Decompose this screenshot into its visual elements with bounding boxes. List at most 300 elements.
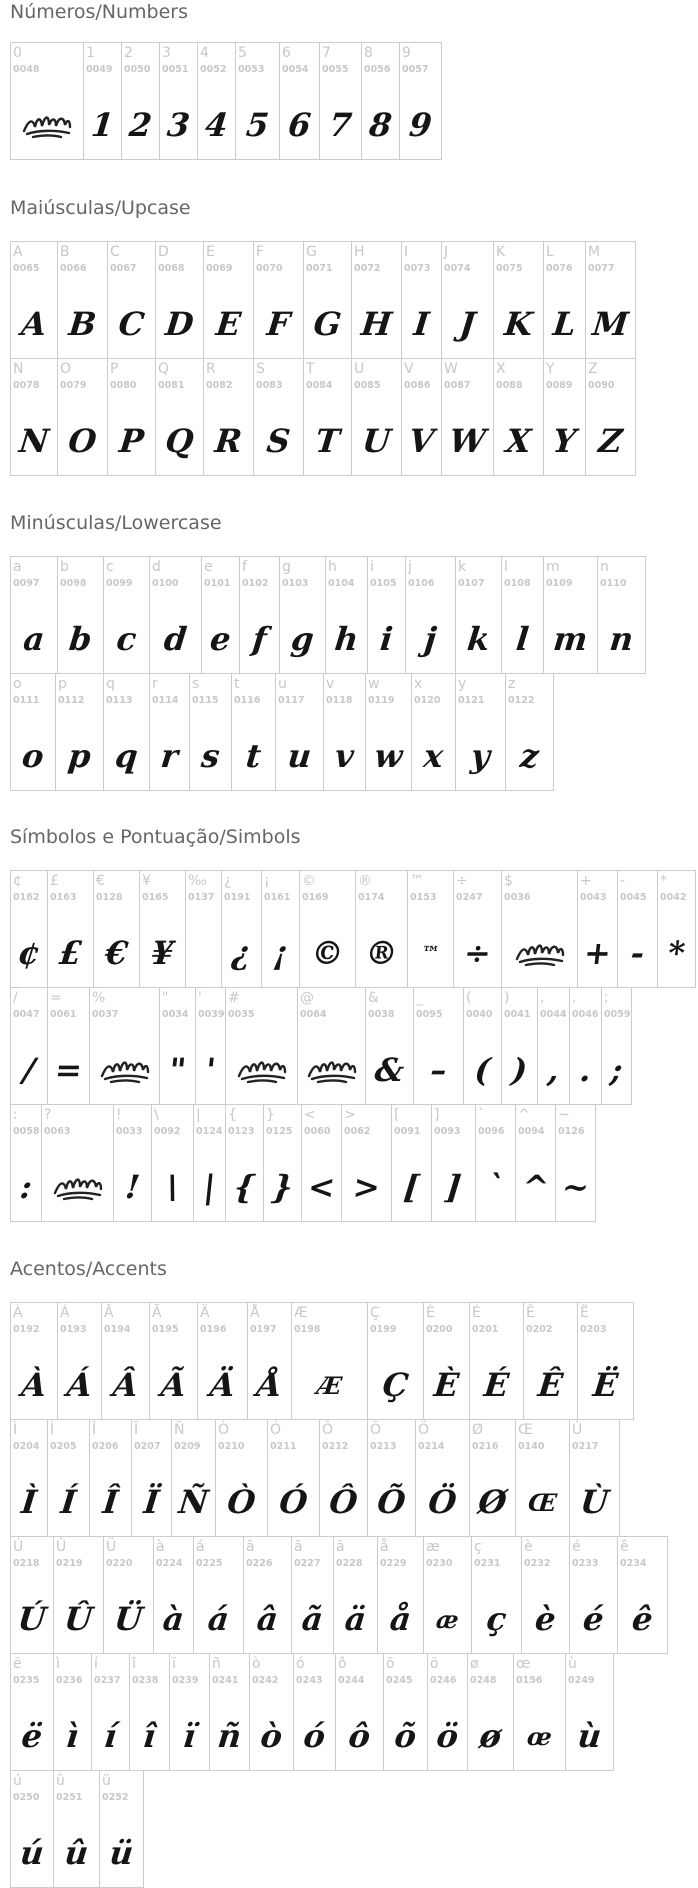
character-code: 0101 xyxy=(204,578,231,589)
glyph-cell-0054 xyxy=(280,42,320,160)
glyph-cell-0128 xyxy=(94,870,140,988)
glyph-row xyxy=(10,42,442,160)
character-label: á xyxy=(196,1539,205,1555)
glyph-cell-0059 xyxy=(602,987,632,1105)
character-label: < xyxy=(304,1107,316,1123)
character-label: G xyxy=(306,244,317,260)
glyph-sample: ú xyxy=(18,1834,46,1872)
glyph-sample: ] xyxy=(443,1168,464,1206)
glyph-cell-0048 xyxy=(10,42,84,160)
character-label: ã xyxy=(294,1539,303,1555)
glyph-cell-0065 xyxy=(10,241,58,359)
glyph-cell-0192 xyxy=(10,1302,58,1420)
glyph-sample: M xyxy=(590,305,631,343)
character-code: 0107 xyxy=(458,578,485,589)
glyph-sample: Í xyxy=(59,1483,78,1521)
glyph-sample: \ xyxy=(164,1168,181,1206)
character-code: 0093 xyxy=(434,1126,461,1137)
character-label: F xyxy=(256,244,265,260)
glyph-cell-0199 xyxy=(368,1302,424,1420)
character-code: 0226 xyxy=(246,1558,273,1569)
character-code: 0096 xyxy=(478,1126,505,1137)
character-label: ; xyxy=(604,990,609,1006)
character-code: 0075 xyxy=(496,263,523,274)
character-code: 0088 xyxy=(496,380,523,391)
glyph-cell-0196 xyxy=(198,1302,248,1420)
character-code: 0242 xyxy=(252,1675,279,1686)
character-label: A xyxy=(13,244,23,260)
glyph-cell-0121 xyxy=(456,673,506,791)
glyph-cell-0046 xyxy=(570,987,602,1105)
glyph-cell-0227 xyxy=(292,1536,334,1654)
glyph-sample: ä xyxy=(343,1600,368,1638)
character-label: Ú xyxy=(13,1539,24,1555)
glyph-cell-0051 xyxy=(160,42,198,160)
character-label: ( xyxy=(466,990,472,1006)
glyph-row xyxy=(10,556,646,674)
character-code: 0034 xyxy=(162,1009,189,1020)
glyph-cell-0195 xyxy=(150,1302,198,1420)
character-label: h xyxy=(328,559,337,575)
glyph-sample: { xyxy=(232,1168,257,1206)
glyph-cell-0057 xyxy=(400,42,442,160)
character-label: d xyxy=(152,559,161,575)
glyph-cell-0058 xyxy=(10,1104,42,1222)
glyph-sample: í xyxy=(102,1717,119,1755)
missing-glyph-logo-icon xyxy=(514,937,566,969)
glyph-sample: Ú xyxy=(16,1600,48,1638)
character-code: 0039 xyxy=(198,1009,225,1020)
character-code: 0078 xyxy=(13,380,40,391)
character-code: 0104 xyxy=(328,578,355,589)
character-label: o xyxy=(13,676,22,692)
section-title: Símbolos e Pontuação/Simbols xyxy=(10,826,301,848)
glyph-row xyxy=(10,241,636,359)
character-label: - xyxy=(620,873,626,889)
character-code: 0245 xyxy=(386,1675,413,1686)
character-label: ü xyxy=(102,1773,111,1789)
glyph-sample: = xyxy=(53,1051,84,1089)
character-code: 0092 xyxy=(154,1126,181,1137)
character-code: 0053 xyxy=(238,64,265,75)
character-label: i xyxy=(370,559,374,575)
glyph-cell-0241 xyxy=(210,1653,250,1771)
glyph-cell-0045 xyxy=(618,870,658,988)
character-label: f xyxy=(242,559,247,575)
glyph-cell-0081 xyxy=(156,358,204,476)
glyph-cell-0233 xyxy=(570,1536,618,1654)
character-code: 0140 xyxy=(518,1441,545,1452)
character-label: | xyxy=(196,1107,201,1123)
glyph-cell-0245 xyxy=(384,1653,428,1771)
character-label: Q xyxy=(158,361,170,377)
character-label: Û xyxy=(56,1539,67,1555)
character-label: 4 xyxy=(200,45,209,61)
character-code: 0094 xyxy=(518,1126,545,1137)
character-code: 0244 xyxy=(338,1675,365,1686)
glyph-cell-0225 xyxy=(194,1536,244,1654)
glyph-sample: ¡ xyxy=(271,934,290,972)
character-code: 0117 xyxy=(278,695,305,706)
character-code: 0082 xyxy=(206,380,233,391)
character-label: P xyxy=(110,361,119,377)
glyph-sample: F xyxy=(265,305,292,343)
character-label: + xyxy=(580,873,592,889)
character-code: 0210 xyxy=(218,1441,245,1452)
glyph-sample: g xyxy=(289,620,316,658)
glyph-sample: ( xyxy=(472,1051,493,1089)
character-label: E xyxy=(206,244,215,260)
glyph-cell-0214 xyxy=(416,1419,470,1537)
glyph-cell-0122 xyxy=(506,673,554,791)
glyph-cell-0113 xyxy=(104,673,150,791)
glyph-cell-0055 xyxy=(320,42,362,160)
glyph-cell-0119 xyxy=(366,673,412,791)
character-label: Ó xyxy=(270,1422,282,1438)
section-title: Minúsculas/Lowercase xyxy=(10,512,222,534)
glyph-sample: a xyxy=(21,620,47,658)
character-code: 0056 xyxy=(364,64,391,75)
glyph-cell-0067 xyxy=(108,241,156,359)
glyph-sample: t xyxy=(244,737,263,775)
character-label: ú xyxy=(13,1773,22,1789)
character-label: 3 xyxy=(162,45,171,61)
character-label: À xyxy=(13,1305,23,1321)
glyph-sample: ® xyxy=(363,934,400,972)
character-code: 0233 xyxy=(572,1558,599,1569)
glyph-sample: X xyxy=(504,422,533,460)
character-label: Á xyxy=(60,1305,70,1321)
character-label: a xyxy=(13,559,22,575)
glyph-row xyxy=(10,870,696,988)
character-code: 0112 xyxy=(58,695,85,706)
character-label: l xyxy=(504,559,508,575)
glyph-cell-0201 xyxy=(470,1302,524,1420)
section-title: Maiúsculas/Upcase xyxy=(10,197,191,219)
glyph-cell-0056 xyxy=(362,42,400,160)
character-code: 0163 xyxy=(50,892,77,903)
glyph-sample: 1 xyxy=(89,106,116,144)
glyph-sample: x xyxy=(421,737,446,775)
glyph-sample: b xyxy=(67,620,94,658)
glyph-cell-0089 xyxy=(544,358,586,476)
character-code: 0199 xyxy=(370,1324,397,1335)
glyph-cell-0235 xyxy=(10,1653,54,1771)
glyph-sample: u xyxy=(285,737,314,775)
glyph-cell-0088 xyxy=(494,358,544,476)
glyph-sample: Ø xyxy=(476,1483,509,1521)
character-label: $ xyxy=(504,873,513,889)
character-code: 0191 xyxy=(224,892,251,903)
glyph-sample: Ä xyxy=(208,1366,237,1404)
glyph-cell-0116 xyxy=(232,673,276,791)
glyph-sample: ¢ xyxy=(15,934,43,972)
glyph-cell-0036 xyxy=(502,870,578,988)
character-code: 0091 xyxy=(394,1126,421,1137)
glyph-sample: Á xyxy=(65,1366,94,1404)
glyph-cell-0216 xyxy=(470,1419,516,1537)
glyph-sample: â xyxy=(255,1600,280,1638)
glyph-sample: 8 xyxy=(367,106,394,144)
character-code: 0062 xyxy=(344,1126,371,1137)
glyph-cell-0070 xyxy=(254,241,304,359)
character-label: Y xyxy=(546,361,555,377)
character-code: 0041 xyxy=(504,1009,531,1020)
character-code: 0225 xyxy=(196,1558,223,1569)
character-code: 0069 xyxy=(206,263,233,274)
character-code: 0229 xyxy=(380,1558,407,1569)
glyph-sample: ` xyxy=(485,1168,506,1206)
glyph-sample: Ò xyxy=(225,1483,258,1521)
character-label: å xyxy=(380,1539,389,1555)
glyph-cell-0213 xyxy=(368,1419,416,1537)
glyph-sample: Ã xyxy=(159,1366,188,1404)
glyph-sample: 2 xyxy=(127,106,154,144)
character-code: 0195 xyxy=(152,1324,179,1335)
character-code: 0243 xyxy=(296,1675,323,1686)
glyph-sample: ö xyxy=(434,1717,461,1755)
glyph-sample: ' xyxy=(203,1051,218,1089)
glyph-sample: Ì xyxy=(19,1483,39,1521)
glyph-sample: û xyxy=(62,1834,91,1872)
character-label: ò xyxy=(252,1656,261,1672)
character-code: 0193 xyxy=(60,1324,87,1335)
glyph-cell-0041 xyxy=(502,987,538,1105)
character-code: 0033 xyxy=(116,1126,143,1137)
character-label: ] xyxy=(434,1107,440,1123)
glyph-sample: w xyxy=(372,737,405,775)
character-label: Ù xyxy=(572,1422,583,1438)
character-code: 0236 xyxy=(56,1675,83,1686)
character-label: Ò xyxy=(218,1422,230,1438)
glyph-cell-0034 xyxy=(160,987,196,1105)
character-code: 0036 xyxy=(504,892,531,903)
glyph-sample: O xyxy=(66,422,99,460)
character-code: 0156 xyxy=(516,1675,543,1686)
missing-glyph-logo-icon xyxy=(306,1054,358,1086)
character-label: m xyxy=(546,559,560,575)
character-label: Å xyxy=(250,1305,260,1321)
character-label: £ xyxy=(50,873,59,889)
character-code: 0238 xyxy=(132,1675,159,1686)
character-code: 0216 xyxy=(472,1441,499,1452)
glyph-cell-0244 xyxy=(336,1653,384,1771)
glyph-cell-0224 xyxy=(154,1536,194,1654)
character-label: ë xyxy=(13,1656,22,1672)
character-label: Ö xyxy=(418,1422,430,1438)
glyph-cell-0043 xyxy=(578,870,618,988)
character-code: 0059 xyxy=(604,1009,631,1020)
character-code: 0061 xyxy=(50,1009,77,1020)
glyph-sample: Ê xyxy=(536,1366,565,1404)
character-code: 0113 xyxy=(106,695,133,706)
glyph-cell-0047 xyxy=(10,987,48,1105)
character-code: 0206 xyxy=(92,1441,119,1452)
glyph-cell-0100 xyxy=(150,556,202,674)
glyph-cell-0242 xyxy=(250,1653,294,1771)
glyph-sample: Q xyxy=(163,422,196,460)
character-label: î xyxy=(132,1656,136,1672)
glyph-sample: s xyxy=(199,737,222,775)
glyph-sample: ë xyxy=(19,1717,45,1755)
missing-glyph-logo-icon xyxy=(52,1171,104,1203)
character-code: 0042 xyxy=(660,892,687,903)
glyph-sample: ÷ xyxy=(462,934,493,972)
glyph-cell-0050 xyxy=(122,42,160,160)
character-label: œ xyxy=(516,1656,531,1672)
glyph-sample: Y xyxy=(551,422,578,460)
character-label: Z xyxy=(588,361,598,377)
character-code: 0246 xyxy=(430,1675,457,1686)
character-label: e xyxy=(204,559,213,575)
glyph-cell-0099 xyxy=(104,556,150,674)
glyph-sample: v xyxy=(333,737,356,775)
character-label: ¿ xyxy=(224,873,232,889)
glyph-sample: K xyxy=(502,305,535,343)
character-label: ¡ xyxy=(264,873,270,889)
glyph-sample: ç xyxy=(484,1600,509,1638)
character-code: 0064 xyxy=(300,1009,327,1020)
character-label: ¥ xyxy=(142,873,151,889)
glyph-sample: ü xyxy=(107,1834,136,1872)
character-label: Ü xyxy=(106,1539,117,1555)
glyph-cell-0231 xyxy=(472,1536,522,1654)
glyph-sample: 3 xyxy=(165,106,192,144)
glyph-sample: n xyxy=(607,620,636,658)
glyph-sample: P xyxy=(117,422,146,460)
character-label: ? xyxy=(44,1107,52,1123)
character-code: 0122 xyxy=(508,695,535,706)
glyph-cell-0137 xyxy=(186,870,222,988)
character-code: 0239 xyxy=(172,1675,199,1686)
glyph-cell-0069 xyxy=(204,241,254,359)
glyph-sample: õ xyxy=(392,1717,419,1755)
glyph-cell-0226 xyxy=(244,1536,292,1654)
glyph-sample: E xyxy=(214,305,243,343)
glyph-sample: ~ xyxy=(560,1168,591,1206)
character-code: 0237 xyxy=(94,1675,121,1686)
character-label: ^ xyxy=(518,1107,530,1123)
character-label: Ø xyxy=(472,1422,484,1438)
glyph-sample: Ñ xyxy=(176,1483,211,1521)
glyph-sample: y xyxy=(469,737,492,775)
glyph-sample: ¥ xyxy=(149,934,176,972)
glyph-sample: Ô xyxy=(327,1483,360,1521)
character-code: 0106 xyxy=(408,578,435,589)
character-label: ` xyxy=(478,1107,485,1123)
glyph-cell-0205 xyxy=(48,1419,90,1537)
glyph-sample: d xyxy=(162,620,189,658)
character-label: T xyxy=(306,361,315,377)
character-code: 0044 xyxy=(540,1009,567,1020)
character-label: ÷ xyxy=(456,873,468,889)
character-code: 0218 xyxy=(13,1558,40,1569)
character-label: Ã xyxy=(152,1305,162,1321)
glyph-row xyxy=(10,1419,620,1537)
character-code: 0068 xyxy=(158,263,185,274)
glyph-cell-0038 xyxy=(366,987,414,1105)
character-label: v xyxy=(326,676,335,692)
glyph-cell-0097 xyxy=(10,556,58,674)
glyph-sample: " xyxy=(167,1051,188,1089)
character-label: õ xyxy=(386,1656,395,1672)
character-code: 0098 xyxy=(60,578,87,589)
character-code: 0049 xyxy=(86,64,113,75)
glyph-sample: ì xyxy=(64,1717,81,1755)
character-code: 0073 xyxy=(404,263,431,274)
glyph-sample: é xyxy=(581,1600,606,1638)
character-label: \ xyxy=(154,1107,159,1123)
glyph-cell-0247 xyxy=(454,870,502,988)
character-code: 0065 xyxy=(13,263,40,274)
glyph-cell-0090 xyxy=(586,358,636,476)
glyph-sample: , xyxy=(545,1051,562,1089)
glyph-sample: H xyxy=(359,305,394,343)
glyph-cell-0040 xyxy=(464,987,502,1105)
glyph-sample: l xyxy=(514,620,531,658)
glyph-cell-0078 xyxy=(10,358,58,476)
character-label: Œ xyxy=(518,1422,533,1438)
glyph-cell-0249 xyxy=(566,1653,614,1771)
glyph-cell-0037 xyxy=(90,987,160,1105)
character-code: 0203 xyxy=(580,1324,607,1335)
glyph-cell-0060 xyxy=(302,1104,342,1222)
character-code: 0099 xyxy=(106,578,133,589)
glyph-sample: Å xyxy=(255,1366,284,1404)
glyph-cell-0238 xyxy=(130,1653,170,1771)
character-label: ~ xyxy=(558,1107,570,1123)
glyph-cell-0049 xyxy=(84,42,122,160)
glyph-cell-0112 xyxy=(56,673,104,791)
character-label: Ç xyxy=(370,1305,380,1321)
glyph-cell-0207 xyxy=(132,1419,172,1537)
glyph-sample: i xyxy=(378,620,395,658)
glyph-cell-0105 xyxy=(368,556,406,674)
character-label: ì xyxy=(56,1656,60,1672)
missing-glyph-logo-icon xyxy=(99,1054,151,1086)
glyph-sample: 9 xyxy=(407,106,434,144)
glyph-cell-0080 xyxy=(108,358,156,476)
glyph-sample: ó xyxy=(301,1717,328,1755)
glyph-cell-0035 xyxy=(226,987,298,1105)
character-label: ø xyxy=(470,1656,479,1672)
character-code: 0212 xyxy=(322,1441,349,1452)
character-code: 0050 xyxy=(124,64,151,75)
character-code: 0126 xyxy=(558,1126,585,1137)
glyph-cell-0123 xyxy=(226,1104,264,1222)
glyph-cell-0066 xyxy=(58,241,108,359)
glyph-cell-0114 xyxy=(150,673,190,791)
glyph-row xyxy=(10,673,554,791)
glyph-sample: ñ xyxy=(215,1717,244,1755)
glyph-cell-0094 xyxy=(516,1104,556,1222)
character-code: 0161 xyxy=(264,892,291,903)
glyph-row xyxy=(10,987,632,1105)
glyph-sample: > xyxy=(351,1168,382,1206)
character-label: ó xyxy=(296,1656,305,1672)
glyph-cell-0106 xyxy=(406,556,456,674)
glyph-sample: L xyxy=(551,305,578,343)
character-code: 0230 xyxy=(426,1558,453,1569)
character-label: M xyxy=(588,244,601,260)
character-label: S xyxy=(256,361,265,377)
character-label: È xyxy=(426,1305,435,1321)
glyph-cell-0219 xyxy=(54,1536,104,1654)
glyph-sample: Z xyxy=(596,422,625,460)
character-code: 0252 xyxy=(102,1792,129,1803)
character-code: 0084 xyxy=(306,380,333,391)
glyph-cell-0073 xyxy=(402,241,442,359)
